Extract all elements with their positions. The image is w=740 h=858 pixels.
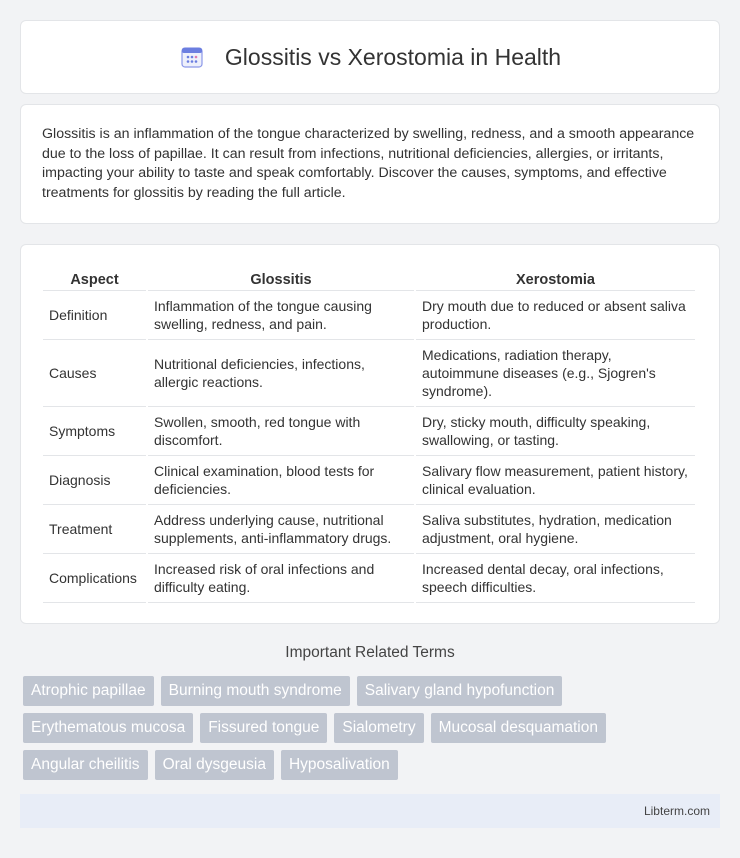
row-glossitis: Increased risk of oral infections and difficulty eating. [148, 554, 414, 603]
header-card [20, 20, 720, 94]
related-term-tag[interactable]: Salivary gland hypofunction [357, 676, 563, 706]
row-aspect: Symptoms [43, 407, 146, 456]
header-xerostomia: Xerostomia [416, 267, 695, 291]
intro-card [20, 104, 720, 224]
comparison-table-card [20, 244, 720, 624]
row-glossitis: Inflammation of the tongue causing swelling, redness, and pain. [148, 291, 414, 340]
footer-site-link[interactable]: Libterm.com [643, 804, 710, 818]
row-aspect: Treatment [43, 505, 146, 554]
related-terms-title: Important Related Terms [285, 644, 455, 661]
row-xerostomia: Saliva substitutes, hydration, medication adjustment, oral hygiene. [416, 505, 695, 554]
table-row [43, 340, 695, 407]
table-row [43, 291, 695, 340]
row-glossitis: Swollen, smooth, red tongue with discomfort. [148, 407, 414, 456]
row-aspect: Causes [43, 340, 146, 407]
row-xerostomia: Increased dental decay, oral infections, speech difficulties. [416, 554, 695, 603]
related-term-tag[interactable]: Burning mouth syndrome [161, 676, 350, 706]
table-row [43, 505, 695, 554]
row-xerostomia: Medications, radiation therapy, autoimmune diseases (e.g., Sjogren's syndrome). [416, 340, 695, 407]
comparison-table [41, 267, 697, 603]
related-term-tag[interactable]: Atrophic papillae [23, 676, 154, 706]
related-terms-list [23, 676, 723, 780]
row-xerostomia: Salivary flow measurement, patient history, clinical evaluation. [416, 456, 695, 505]
header-aspect: Aspect [43, 267, 146, 291]
row-aspect: Definition [43, 291, 146, 340]
header-glossitis: Glossitis [148, 267, 414, 291]
row-xerostomia: Dry, sticky mouth, difficulty speaking, swallowing, or tasting. [416, 407, 695, 456]
footer [20, 794, 720, 828]
row-glossitis: Clinical examination, blood tests for deficiencies. [148, 456, 414, 505]
related-term-tag[interactable]: Fissured tongue [200, 713, 327, 743]
row-glossitis: Nutritional deficiencies, infections, allergic reactions. [148, 340, 414, 407]
row-glossitis: Address underlying cause, nutritional supplements, anti-inflammatory drugs. [148, 505, 414, 554]
table-row [43, 407, 695, 456]
calendar-icon [179, 44, 205, 70]
page-title: Glossitis vs Xerostomia in Health [224, 43, 562, 70]
table-row [43, 456, 695, 505]
related-term-tag[interactable]: Hyposalivation [281, 750, 398, 780]
related-term-tag[interactable]: Sialometry [334, 713, 423, 743]
related-term-tag[interactable]: Mucosal desquamation [431, 713, 606, 743]
related-term-tag[interactable]: Angular cheilitis [23, 750, 148, 780]
table-row [43, 554, 695, 603]
intro-text: Glossitis is an inflammation of the tongue characterized by swelling, redness, and a smooth appearance due to the loss of papillae. It can result from infections, nutritional deficiencies, allergies, or irritants, impacting your ability to taste and speak comfortably. Discover the causes, symptoms, and effective treatments for glossitis by reading the full article. [42, 126, 695, 201]
related-term-tag[interactable]: Erythematous mucosa [23, 713, 193, 743]
table-header-row [43, 267, 695, 291]
row-xerostomia: Dry mouth due to reduced or absent saliva production. [416, 291, 695, 340]
row-aspect: Diagnosis [43, 456, 146, 505]
related-term-tag[interactable]: Oral dysgeusia [155, 750, 274, 780]
row-aspect: Complications [43, 554, 146, 603]
